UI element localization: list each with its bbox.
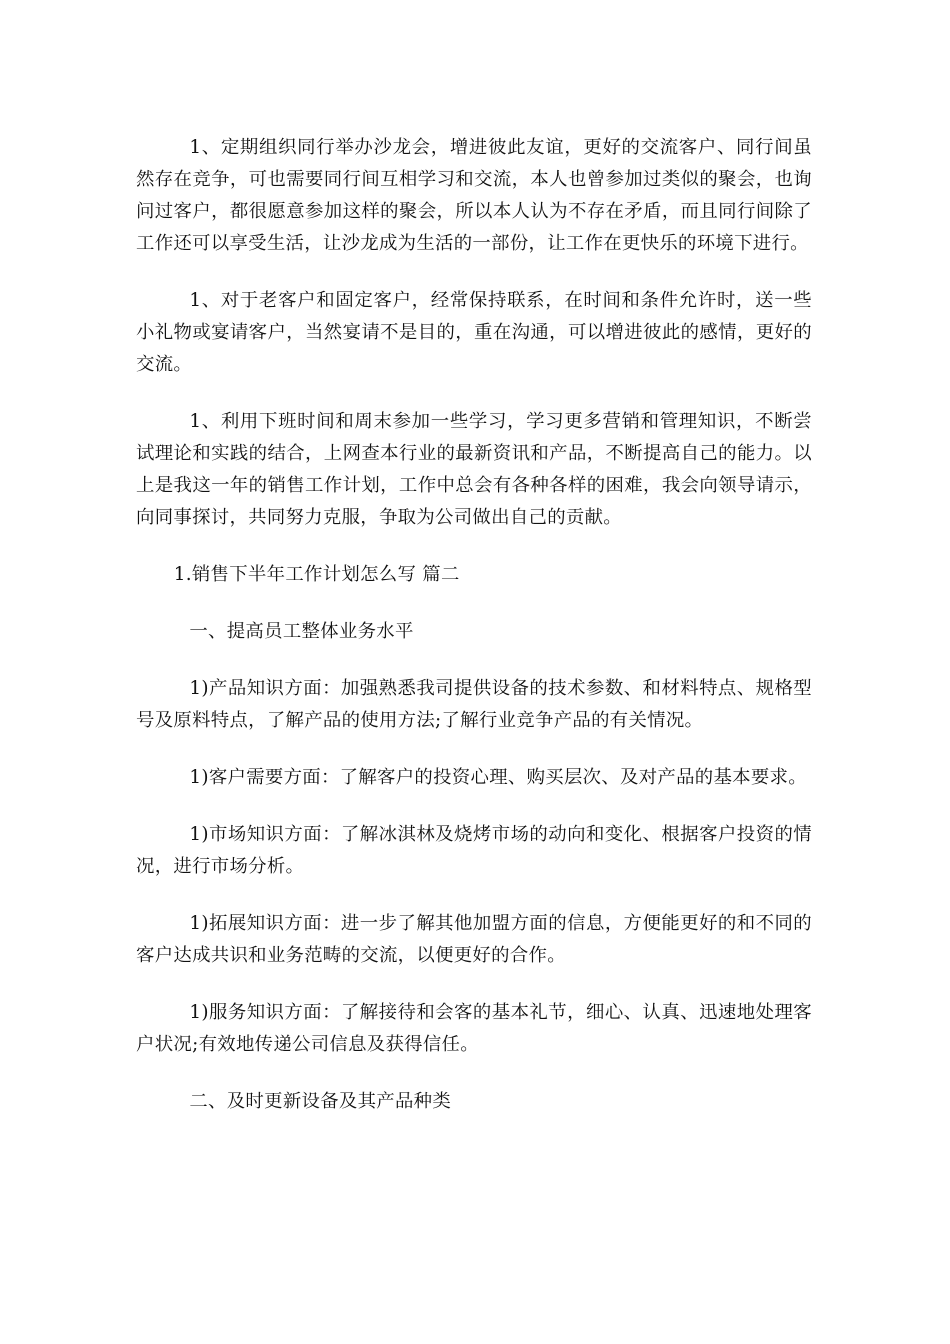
heading-improve-skills: 一、提高员工整体业务水平 [189,621,414,642]
list-item-product-knowledge: 1)产品知识方面：加强熟悉我司提供设备的技术参数、和材料特点、规格型号及原料特点，了解产品的使用方法;了解行业竞争产品的有关情况。 [136,678,812,731]
section-title: 1.销售下半年工作计划怎么写 篇二 [173,564,460,585]
list-item-customer-needs: 1)客户需要方面：了解客户的投资心理、购买层次、及对产品的基本要求。 [189,767,807,788]
paragraph-salon: 1、定期组织同行举办沙龙会，增进彼此友谊，更好的交流客户、同行间虽然存在竞争，可也需要同行间互相学习和交流，本人也曾参加过类似的聚会，也询问过客户，都很愿意参加这样的聚会，所以本人认为不存在矛盾，而且同行间除了工作还可以享受生活，让沙龙成为生活的一部份，让工作在更快乐的环境下进行。 [136,137,812,254]
list-item-service-knowledge: 1)服务知识方面：了解接待和会客的基本礼节，细心、认真、迅速地处理客户状况;有效地传递公司信息及获得信任。 [136,1002,812,1055]
list-item-market-knowledge: 1)市场知识方面：了解冰淇林及烧烤市场的动向和变化、根据客户投资的情况，进行市场分析。 [136,824,812,877]
paragraph-customer-contact: 1、对于老客户和固定客户，经常保持联系，在时间和条件允许时，送一些小礼物或宴请客户，当然宴请不是目的，重在沟通，可以增进彼此的感情，更好的交流。 [136,290,812,375]
heading-update-equipment: 二、及时更新设备及其产品种类 [189,1091,452,1112]
paragraph-learning: 1、利用下班时间和周末参加一些学习，学习更多营销和管理知识，不断尝试理论和实践的结合，上网查本行业的最新资讯和产品，不断提高自己的能力。以上是我这一年的销售工作计划，工作中总会有各种各样的困难，我会向领导请示，向同事探讨，共同努力克服，争取为公司做出自己的贡献。 [136,411,812,528]
document-page [136,132,812,1143]
list-item-expansion-knowledge: 1)拓展知识方面：进一步了解其他加盟方面的信息，方便能更好的和不同的客户达成共识和业务范畴的交流，以便更好的合作。 [136,913,812,966]
